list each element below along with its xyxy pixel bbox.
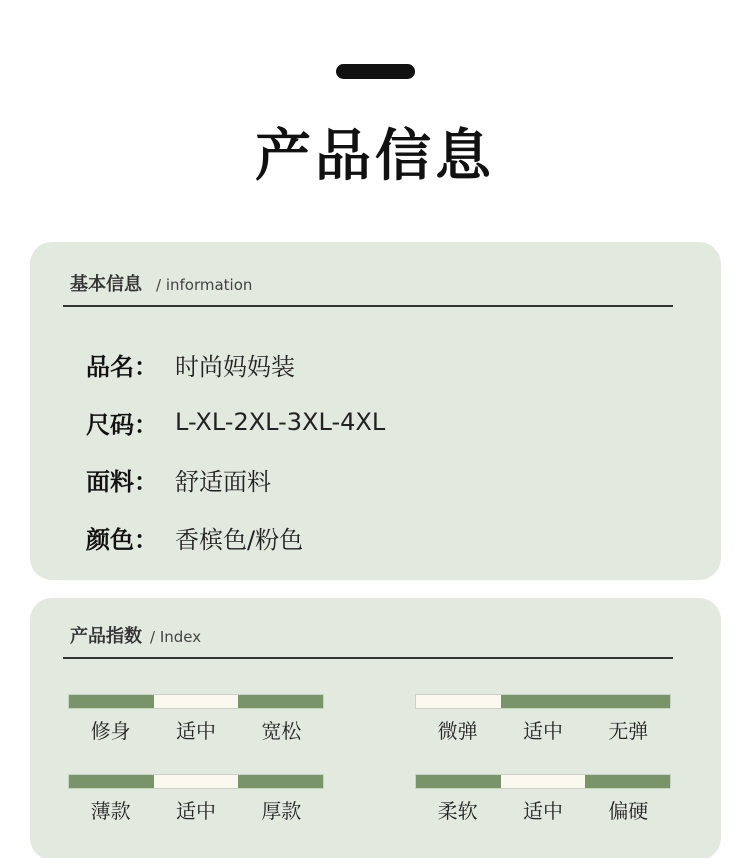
scale-segment <box>238 775 323 788</box>
divider <box>63 657 673 659</box>
scale-bar <box>415 774 671 789</box>
info-value: L-XL-2XL-3XL-4XL <box>175 408 386 437</box>
scale-segment <box>69 775 154 788</box>
info-key: 尺码： <box>86 410 158 439</box>
index-title: 产品指数 <box>70 626 142 647</box>
product-index-card <box>30 598 721 858</box>
scale-label: 修身 <box>90 719 131 743</box>
scale-elasticity <box>415 694 671 744</box>
scale-segment <box>585 695 670 708</box>
scale-label: 偏硬 <box>608 799 649 823</box>
info-row-name <box>86 336 385 394</box>
scale-segment <box>585 775 670 788</box>
info-key: 品名： <box>86 353 158 382</box>
scale-segment <box>238 695 323 708</box>
scale-label: 适中 <box>175 719 216 743</box>
scale-segment <box>416 775 501 788</box>
scale-bar <box>68 774 324 789</box>
decorative-bar <box>336 64 415 79</box>
info-value: 舒适面料 <box>175 468 271 497</box>
info-key: 面料： <box>86 468 158 497</box>
basic-info-card <box>30 242 721 580</box>
scale-label: 柔软 <box>437 799 478 823</box>
scale-label: 宽松 <box>261 719 302 743</box>
basic-info-header <box>70 270 252 296</box>
scale-label: 无弹 <box>608 719 649 743</box>
scale-fit <box>68 694 324 744</box>
info-value: 香槟色/粉色 <box>175 525 304 554</box>
scale-thickness <box>68 774 324 824</box>
scale-label: 厚款 <box>261 799 302 823</box>
scale-segment <box>416 695 501 708</box>
scale-label: 适中 <box>175 799 216 823</box>
scale-segment <box>154 775 239 788</box>
scale-segment <box>69 695 154 708</box>
scale-softness <box>415 774 671 824</box>
scale-bar <box>415 694 671 709</box>
info-row-fabric <box>86 451 385 509</box>
scale-label: 适中 <box>522 719 563 743</box>
index-subtitle: / Index <box>150 628 202 646</box>
info-value: 时尚妈妈装 <box>175 353 295 382</box>
info-list <box>86 336 385 566</box>
scale-segment <box>154 695 239 708</box>
info-row-size <box>86 394 385 452</box>
scale-bar <box>68 694 324 709</box>
info-row-color <box>86 509 385 567</box>
divider <box>63 305 673 307</box>
scale-segment <box>501 775 586 788</box>
basic-info-subtitle: / information <box>156 276 253 294</box>
scale-label: 薄款 <box>90 799 131 823</box>
info-key: 颜色： <box>86 525 158 554</box>
basic-info-title: 基本信息 <box>70 274 142 295</box>
scale-segment <box>501 695 586 708</box>
scale-label: 微弹 <box>437 719 478 743</box>
scale-label: 适中 <box>522 799 563 823</box>
index-header <box>70 622 201 648</box>
page-title: 产品信息 <box>255 124 495 189</box>
